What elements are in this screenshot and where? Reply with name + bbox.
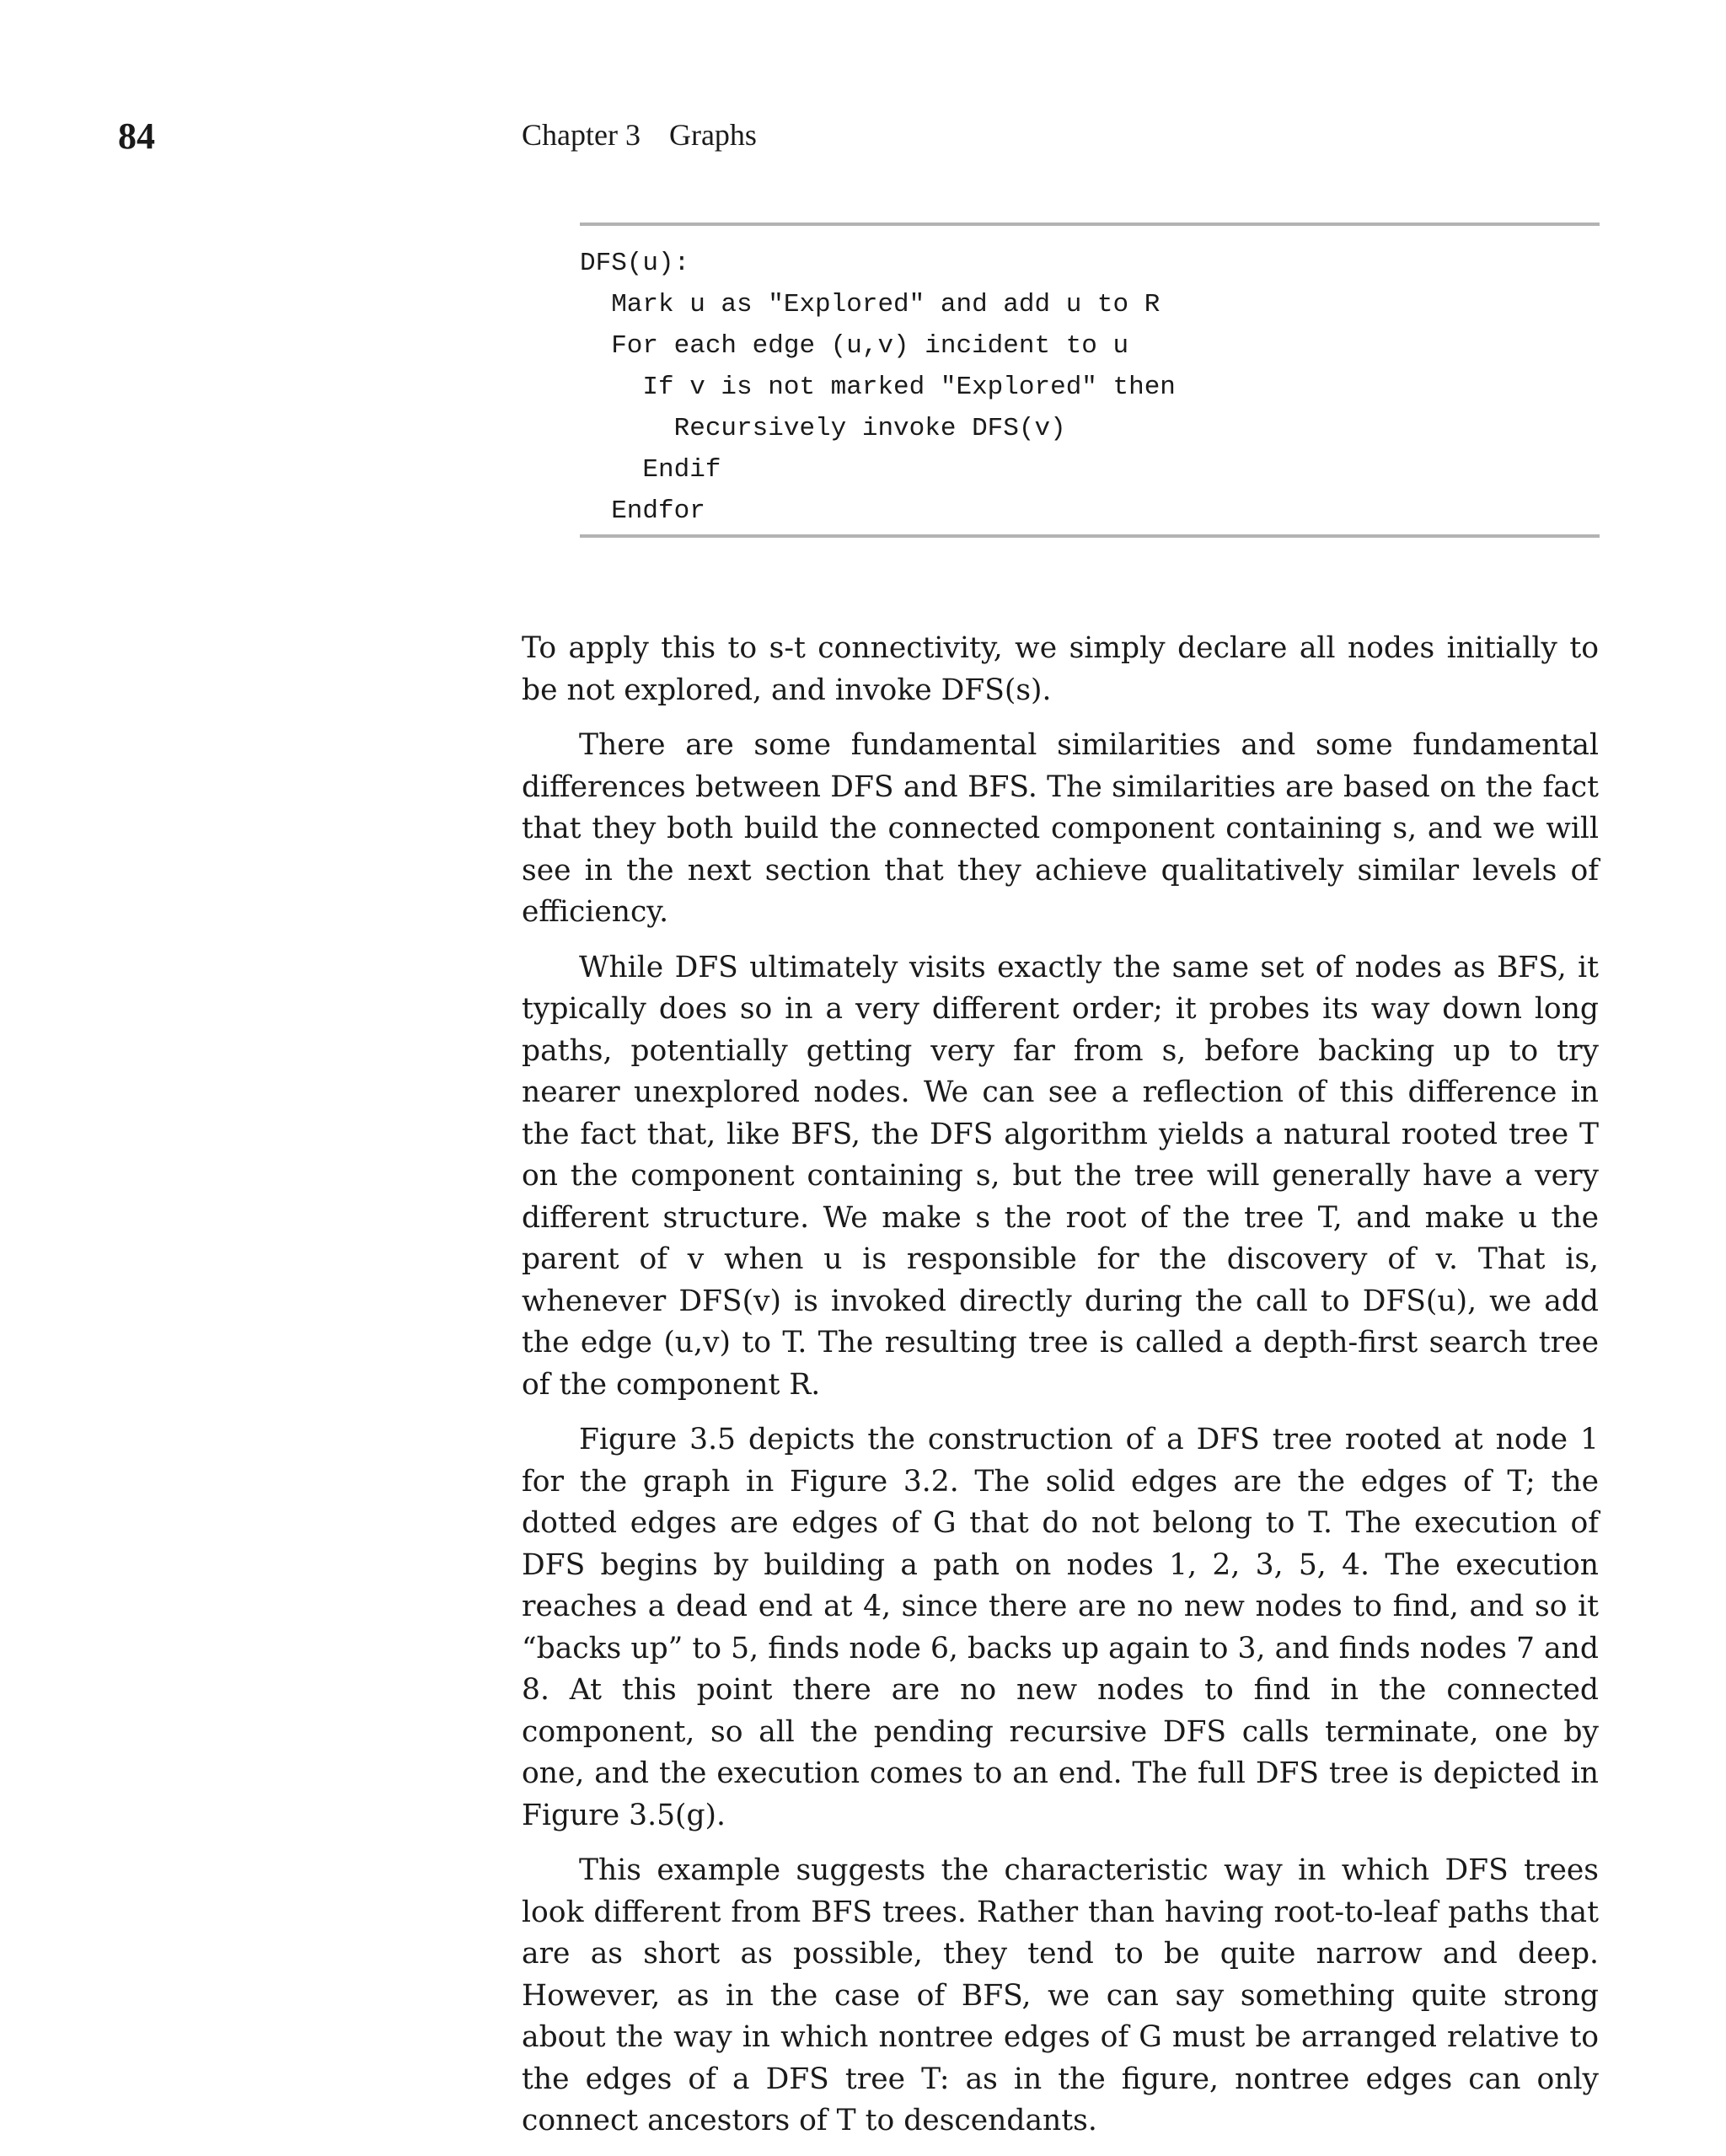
running-head — [522, 115, 757, 155]
chapter-title: Graphs — [668, 118, 757, 152]
algorithm-line: Endfor — [580, 496, 705, 526]
algorithm-line: Recursively invoke DFS(v) — [580, 414, 1066, 443]
paragraph: Figure 3.5 depicts the construction of a DFS tree rooted at node 1 for the graph in Figure 3.2. The solid edges are the edges of T; the dotted edges are edges of G that do not belong to T. The execution of DFS begins by building a path on nodes 1, 2, 3, 5, 4. The execution reaches a dead end at 4, since there are no new nodes to find, and so it “backs up” to 5, finds node 6, backs up again to 3, and finds nodes 7 and 8. At this point there are no new nodes to find in the connected component, so all the pending recursive DFS calls terminate, one by one, and the execution comes to an end. The full DFS tree is depicted in Figure 3.5(g). — [522, 1423, 1599, 1832]
paragraph: There are some fundamental similarities and some fundamental differences between DFS and BFS. The similarities are based on the fact that they both build the connected component containing s, and we will see in the next section that they achieve qualitatively similar levels of efficiency. — [522, 728, 1599, 929]
algorithm-line: If v is not marked "Explored" then — [580, 373, 1176, 402]
algorithm-box — [580, 223, 1600, 538]
algorithm-line: DFS(u): — [580, 249, 690, 278]
algorithm-line: Mark u as "Explored" and add u to R — [580, 290, 1160, 319]
chapter-label: Chapter 3 — [522, 118, 641, 152]
page-number: 84 — [118, 115, 155, 157]
paragraph: While DFS ultimately visits exactly the same set of nodes as BFS, it typically does so in a very different order; it probes its way down long paths, potentially getting very far from s, before backing up to try nearer unexplored nodes. We can see a reflection of this difference in the fact that, like BFS, the DFS algorithm yields a natural rooted tree T on the component containing s, but the tree will generally have a very different structure. We make s the root of the tree T, and make u the parent of v when u is responsible for the discovery of v. That is, whenever DFS(v) is invoked directly during the call to DFS(u), we add the edge (u,v) to T. The resulting tree is called a depth-first search tree of the component R. — [522, 950, 1599, 1402]
algorithm-line: For each edge (u,v) incident to u — [580, 331, 1129, 361]
body-text — [522, 628, 1599, 2156]
paragraph: To apply this to s-t connectivity, we simply declare all nodes initially to be not explored, and invoke DFS(s). — [522, 631, 1599, 707]
paragraph: This example suggests the characteristic way in which DFS trees look different from BFS trees. Rather than having root-to-leaf paths that are as short as possible, they tend to be quite narrow and deep. However, as in the case of BFS, we can say something quite strong about the way in which nontree edges of G must be arranged relative to the edges of a DFS tree T: as in the figure, nontree edges can only connect ancestors of T to descendants. — [522, 1853, 1599, 2137]
algorithm-line: Endif — [580, 455, 721, 485]
